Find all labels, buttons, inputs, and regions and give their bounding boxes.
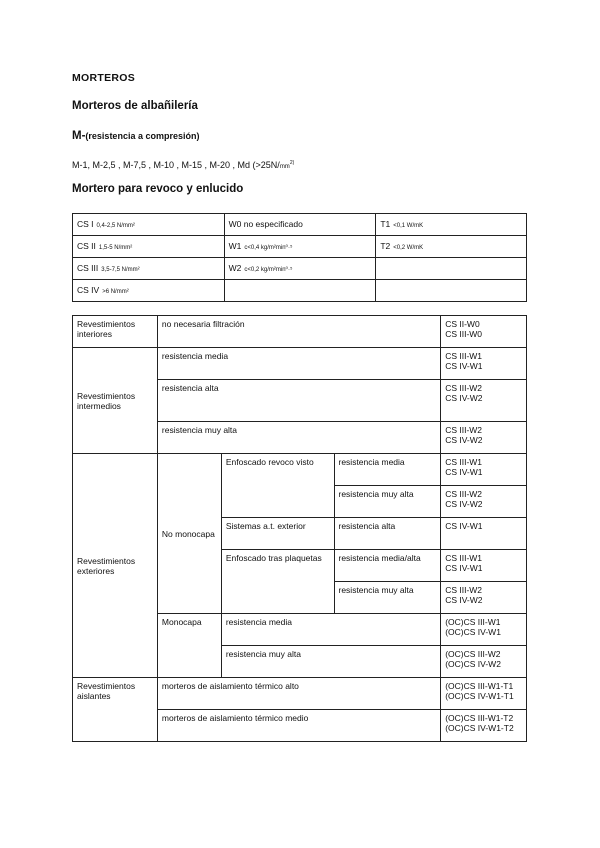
monocapa-cell: Monocapa (157, 614, 221, 678)
table-row (73, 454, 527, 486)
page-title: MORTEROS (72, 72, 136, 84)
class-cell (73, 280, 225, 302)
class-table-row (73, 258, 527, 280)
class-main: CS III (77, 262, 99, 273)
class-cell (224, 214, 376, 236)
codes-cell: CS II-W0 CS III-W0 (441, 316, 527, 348)
class-main: T2 (380, 240, 391, 251)
class-table-row (73, 214, 527, 236)
enfoscado-visto-cell: Enfoscado revoco visto (221, 454, 334, 518)
table-row (73, 348, 527, 380)
codes-cell: CS III-W2 CS IV-W2 (441, 380, 527, 422)
class-cell (73, 236, 225, 258)
desc-cell: resistencia alta (334, 518, 441, 550)
codes-cell: (OC)CS III-W1-T1 (OC)CS IV-W1-T1 (441, 678, 527, 710)
m-class-close: 2) (289, 160, 295, 166)
class-cell (73, 258, 225, 280)
m-code: M- (72, 130, 86, 142)
codes-cell: CS III-W2 CS IV-W2 (441, 422, 527, 454)
desc-cell: resistencia alta (157, 380, 440, 422)
m-class-unit: mm (279, 164, 290, 170)
table-row (73, 678, 527, 710)
class-sub: 0,4-2,5 N/mm² (96, 222, 135, 229)
usage-table (72, 315, 527, 742)
desc-cell: resistencia media (334, 454, 441, 486)
class-main: CS IV (77, 284, 100, 295)
desc-cell: resistencia muy alta (157, 422, 440, 454)
desc-cell: resistencia muy alta (334, 582, 441, 614)
class-sub: >6 N/mm² (102, 288, 129, 295)
class-cell (73, 214, 225, 236)
no-monocapa-cell: No monocapa (157, 454, 221, 614)
desc-cell: resistencia media (221, 614, 440, 646)
category-intermedios: Revestimientos intermedios (73, 348, 158, 454)
plaquetas-cell: Enfoscado tras plaquetas (221, 550, 334, 614)
desc-cell: morteros de aislamiento térmico alto (157, 678, 440, 710)
class-sub: 1,5-5 N/mm² (98, 244, 133, 251)
desc-cell: resistencia media/alta (334, 550, 441, 582)
codes-cell: CS III-W1 CS IV-W1 (441, 454, 527, 486)
codes-cell: (OC)CS III-W1 (OC)CS IV-W1 (441, 614, 527, 646)
m-class-text: M-1, M-2,5 , M-7,5 , M-10 , M-15 , M-20 , Md (>25N/ (72, 160, 280, 170)
desc-cell: morteros de aislamiento térmico medio (157, 710, 440, 742)
class-table-row (73, 236, 527, 258)
class-cell (224, 258, 376, 280)
codes-cell: (OC)CS III-W2 (OC)CS IV-W2 (441, 646, 527, 678)
codes-cell: CS III-W1 CS IV-W1 (441, 348, 527, 380)
desc-cell: resistencia media (157, 348, 440, 380)
class-sub: <0,2 W/mK (393, 244, 424, 251)
class-table-row (73, 280, 527, 302)
codes-cell: CS III-W1 CS IV-W1 (441, 550, 527, 582)
desc-cell: no necesaria filtración (157, 316, 440, 348)
class-sub: c<0,2 kg/m²min⁰·⁵ (244, 266, 293, 273)
class-sub: c<0,4 kg/m²min⁰·⁵ (244, 244, 293, 251)
sistemas-cell: Sistemas a.t. exterior (221, 518, 334, 550)
class-table (72, 213, 527, 302)
class-main: W0 no especificado (228, 218, 303, 229)
category-aislantes: Revestimientos aislantes (73, 678, 158, 742)
codes-cell: CS III-W2 CS IV-W2 (441, 582, 527, 614)
class-cell (376, 214, 527, 236)
m-heading (72, 130, 199, 142)
class-main: T1 (380, 218, 391, 229)
class-cell (376, 236, 527, 258)
class-cell (376, 258, 527, 280)
class-cell (376, 280, 527, 302)
class-sub: 3,5-7,5 N/mm² (101, 266, 140, 273)
desc-cell: resistencia muy alta (221, 646, 440, 678)
class-main: W2 (228, 262, 242, 273)
table-row (73, 316, 527, 348)
section-heading-revoco: Mortero para revoco y enlucido (72, 183, 244, 195)
class-main: W1 (228, 240, 242, 251)
class-cell (224, 236, 376, 258)
codes-cell: (OC)CS III-W1-T2 (OC)CS IV-W1-T2 (441, 710, 527, 742)
m-paren: (resistencia a compresión) (85, 131, 200, 141)
class-sub: <0,1 W/mK (393, 222, 424, 229)
codes-cell: CS III-W2 CS IV-W2 (441, 486, 527, 518)
codes-cell: CS IV-W1 (441, 518, 527, 550)
section-heading-albanileria: Morteros de albañilería (72, 100, 198, 112)
class-main: CS II (77, 240, 96, 251)
m-class-list (72, 160, 294, 170)
category-interiores: Revestimientos interiores (73, 316, 158, 348)
class-cell (224, 280, 376, 302)
category-exteriores: Revestimientos exteriores (73, 454, 158, 678)
class-main: CS I (77, 218, 94, 229)
desc-cell: resistencia muy alta (334, 486, 441, 518)
